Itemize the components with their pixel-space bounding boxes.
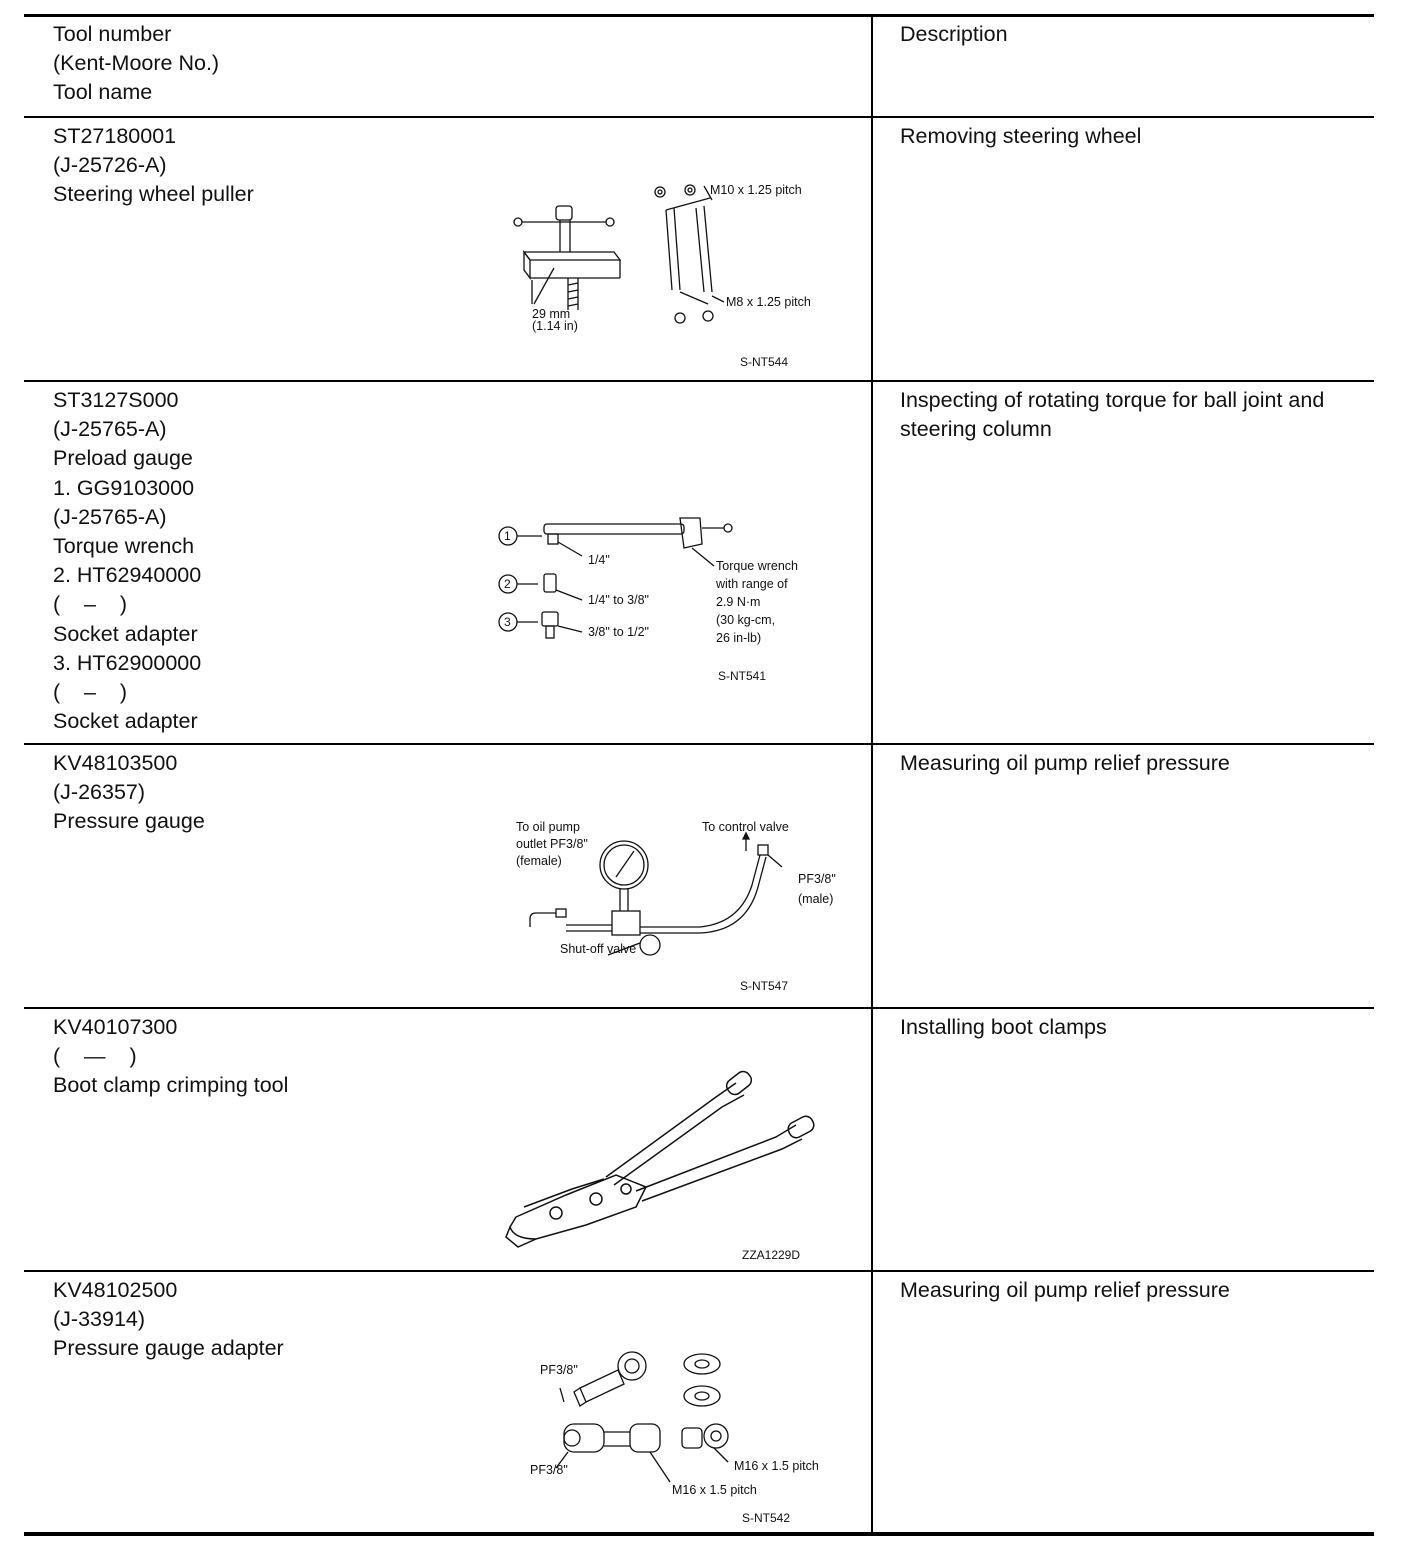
- fig-label: (1.14 in): [532, 319, 578, 333]
- kent-moore-number: ( – ): [53, 680, 128, 705]
- tool-info: [53, 1276, 284, 1364]
- fig-label: PF3/8": [530, 1463, 568, 1477]
- fig-label: PF3/8": [798, 872, 836, 886]
- fig-label: M10 x 1.25 pitch: [710, 183, 802, 197]
- figure-code: S-NT544: [740, 355, 789, 369]
- component-name: Socket adapter: [53, 709, 198, 734]
- header-kent-moore-no: (Kent-Moore No.): [53, 51, 220, 76]
- tool-info: [53, 122, 254, 210]
- fig-label: 26 in-lb): [716, 631, 762, 645]
- tool-number: ST27180001: [53, 124, 177, 148]
- tool-description: Measuring oil pump relief pressure: [900, 751, 1230, 775]
- fig-label: 2.9 N·m: [716, 595, 761, 609]
- fig-label: Shut-off valve: [560, 942, 637, 956]
- tool-column-header: [53, 20, 219, 108]
- figure-code: S-NT542: [742, 1511, 791, 1525]
- pressure-gauge-illustration: [490, 815, 840, 1010]
- fig-label: 2: [504, 577, 511, 591]
- kent-moore-number: (J-25765-A): [53, 504, 167, 529]
- component-name: Socket adapter: [53, 621, 198, 646]
- fig-label: with range of: [716, 577, 788, 591]
- fig-label: 1/4" to 3/8": [588, 593, 649, 607]
- row-divider: [24, 116, 1374, 118]
- component-name: Torque wrench: [53, 534, 195, 559]
- header-tool-name: Tool name: [53, 80, 153, 105]
- description-column-header: Description: [900, 22, 1008, 46]
- tool-number: ST3127S000: [53, 388, 179, 412]
- fig-label: (30 kg-cm,: [716, 613, 776, 627]
- tool-name: Steering wheel puller: [53, 182, 254, 207]
- fig-label: 29 mm: [532, 307, 571, 321]
- tool-name: Pressure gauge adapter: [53, 1336, 284, 1361]
- component-number: 1. GG9103000: [53, 475, 195, 500]
- fig-label: (female): [516, 854, 562, 868]
- tool-description: Inspecting of rotating torque for ball joint and steering column: [900, 388, 1325, 442]
- tool-number: KV48102500: [53, 1278, 178, 1302]
- kent-moore-number: (J-25726-A): [53, 153, 167, 178]
- fig-label: M16 x 1.5 pitch: [734, 1459, 819, 1473]
- tool-description: Installing boot clamps: [900, 1015, 1107, 1039]
- table-top-rule: [24, 14, 1374, 17]
- fig-label: PF3/8": [540, 1363, 578, 1377]
- steering-wheel-puller-illustration: [494, 180, 824, 385]
- tool-description: Removing steering wheel: [900, 124, 1142, 148]
- pressure-gauge-adapter-illustration: [500, 1344, 840, 1549]
- header-tool-number: Tool number: [53, 22, 172, 46]
- preload-gauge-illustration: [492, 508, 832, 703]
- figure-code: ZZA1229D: [742, 1248, 801, 1262]
- tool-info: [53, 1013, 288, 1101]
- kent-moore-number: ( — ): [53, 1044, 137, 1069]
- figure-code: S-NT547: [740, 979, 789, 993]
- row-divider: [24, 743, 1374, 745]
- tool-number: KV40107300: [53, 1015, 178, 1039]
- tool-description: Measuring oil pump relief pressure: [900, 1278, 1230, 1302]
- fig-label: Torque wrench: [716, 559, 798, 573]
- tool-number: KV48103500: [53, 751, 178, 775]
- fig-label: (male): [798, 892, 834, 906]
- fig-label: 1: [504, 529, 511, 543]
- tool-name: Boot clamp crimping tool: [53, 1073, 289, 1098]
- kent-moore-number: (J-33914): [53, 1307, 146, 1332]
- figure-code: S-NT541: [718, 669, 767, 683]
- tool-info: [53, 749, 205, 837]
- kent-moore-number: (J-26357): [53, 780, 146, 805]
- fig-label: 1/4": [588, 553, 610, 567]
- tool-name: Preload gauge: [53, 446, 193, 471]
- fig-label: To oil pump: [516, 820, 580, 834]
- fig-label: 3/8" to 1/2": [588, 625, 649, 639]
- fig-label: M8 x 1.25 pitch: [726, 295, 811, 309]
- component-number: 2. HT62940000: [53, 563, 202, 588]
- column-divider: [871, 14, 873, 1534]
- boot-clamp-crimping-tool-illustration: [496, 1067, 836, 1272]
- tool-name: Pressure gauge: [53, 809, 205, 834]
- kent-moore-number: (J-25765-A): [53, 417, 167, 442]
- fig-label: To control valve: [702, 820, 789, 834]
- component-number: 3. HT62900000: [53, 650, 202, 675]
- fig-label: outlet PF3/8": [516, 837, 588, 851]
- fig-label: 3: [504, 615, 511, 629]
- tool-info: [53, 386, 201, 736]
- fig-label: M16 x 1.5 pitch: [672, 1483, 757, 1497]
- kent-moore-number: ( – ): [53, 592, 128, 617]
